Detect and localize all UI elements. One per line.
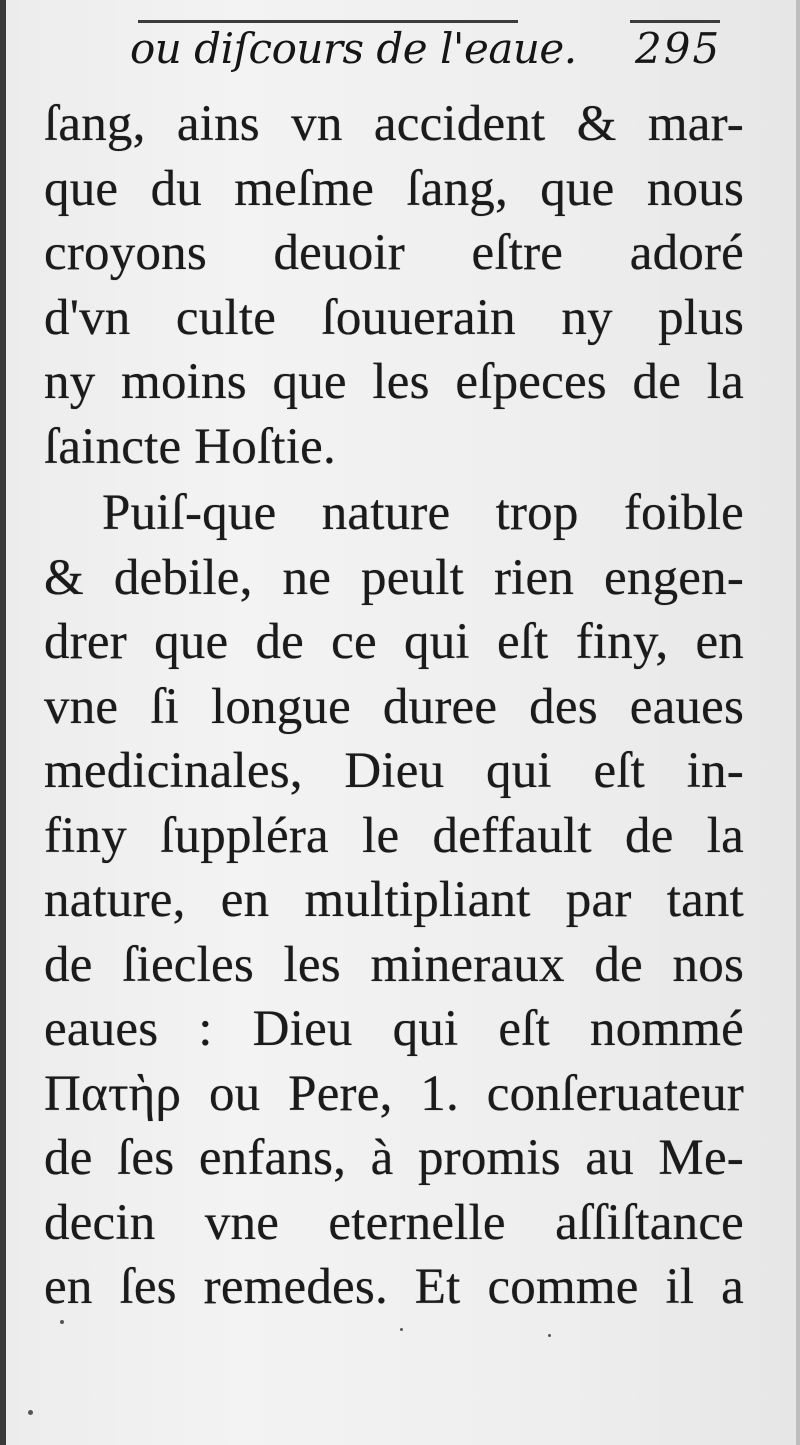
text-line: Puiſ-que nature trop foible [102, 485, 744, 541]
text-line: ſaincte Hoſtie. [44, 418, 336, 475]
header-rule [630, 20, 720, 23]
page-edge [796, 0, 800, 1445]
page-gutter-shadow [0, 0, 6, 1445]
text-line: vne ſi longue duree des eaues [44, 678, 744, 735]
header-rule [138, 20, 518, 23]
text-line: medicinales, Dieu qui eſt in- [44, 743, 744, 799]
running-head [130, 18, 720, 78]
text-line: croyons deuoir eſtre adoré [44, 225, 744, 281]
page-number: 295 [635, 24, 722, 73]
text-line: decin vne eternelle aſſiſtance [44, 1194, 744, 1251]
text-line: Πατὴρ ou Pere, 1. conſeruateur [44, 1065, 744, 1122]
ink-speck [28, 1410, 33, 1415]
text-line: & debile, ne peult rien engen- [44, 549, 744, 606]
text-line: eaues : Dieu qui eſt nommé [44, 1001, 744, 1057]
running-title: ou diſcours de l'eaue. [130, 24, 577, 73]
page-text [44, 92, 744, 1320]
ink-speck [60, 1320, 64, 1324]
text-line: nature, en multipliant par tant [44, 872, 744, 928]
text-line: que du meſme ſang, que nous [44, 160, 744, 217]
ink-speck [400, 1328, 403, 1331]
text-line: finy ſuppléra le deffault de la [44, 807, 744, 864]
text-line: ſang, ains vn accident & mar- [44, 96, 744, 152]
text-line: en ſes remedes. Et comme il a [44, 1259, 744, 1315]
ink-speck [548, 1334, 551, 1337]
text-line: d'vn culte ſouuerain ny plus [44, 289, 744, 346]
text-line: de ſiecles les mineraux de nos [44, 936, 744, 993]
text-line: ny moins que les eſpeces de la [44, 354, 744, 410]
text-line: drer que de ce qui eſt finy, en [44, 614, 744, 670]
text-line: de ſes enfans, à promis au Me- [44, 1130, 744, 1186]
